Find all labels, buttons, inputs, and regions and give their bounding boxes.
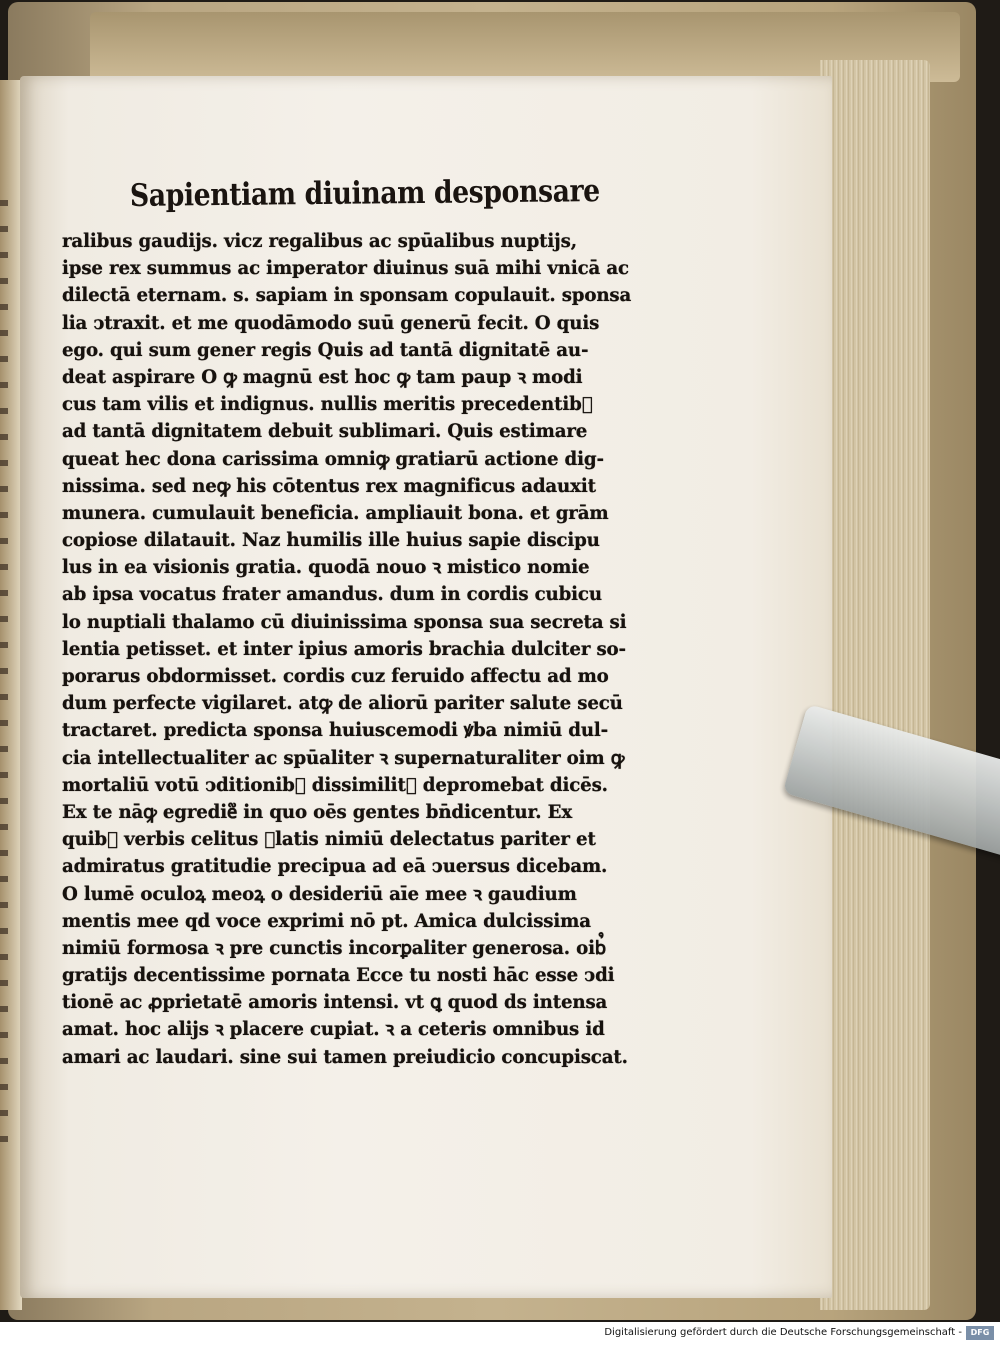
text-line: copiose dilatauit. Naz humilis ille huius sapie discipu bbox=[62, 530, 600, 552]
text-line: munera. cumulauit beneficia. ampliauit bona. et grām bbox=[62, 502, 609, 524]
page-text-block bbox=[62, 228, 637, 1071]
text-line: queat hec dona carissima omniꝙ gratiarū actione dig- bbox=[62, 448, 604, 470]
previous-page-gutter bbox=[0, 80, 22, 1310]
funding-credit: Digitalisierung gefördert durch die Deutsche Forschungsgemeinschaft - bbox=[604, 1327, 962, 1338]
text-line: cus tam vilis et indignus. nullis meritis precedentib᷒ bbox=[62, 394, 593, 416]
text-line: ipse rex summus ac imperator diuinus suā mihi vnicā ac bbox=[62, 258, 629, 280]
text-line: admiratus gratitudie precipua ad eā ↄuersus dicebam. bbox=[62, 856, 608, 878]
text-line: cia intellectualiter ac spūaliter ꝛ supernaturaliter oim ꝙ bbox=[62, 747, 625, 769]
page-block-edges bbox=[820, 60, 930, 1310]
text-line: lia ↄtraxit. et me quodāmodo suū generū fecit. O quis bbox=[62, 312, 600, 334]
dfg-logo: DFG bbox=[966, 1326, 994, 1340]
text-line: ego. qui sum gener regis Quis ad tantā dignitatē au- bbox=[62, 339, 589, 361]
text-line: lus in ea visionis gratia. quodā nouo ꝛ mistico nomie bbox=[62, 557, 590, 579]
text-line: mentis mee qd voce exprimi nō pt. Amica dulcissima bbox=[62, 910, 591, 932]
text-line: tractaret. predicta sponsa huiuscemodi ꝟba nimiū dul- bbox=[62, 720, 609, 742]
text-line: amari ac laudari. sine sui tamen preiudicio concupiscat. bbox=[62, 1046, 628, 1068]
text-line: dum perfecte vigilaret. atꝙ de aliorū pariter salute secū bbox=[62, 693, 623, 715]
text-line: ab ipsa vocatus frater amandus. dum in cordis cubicu bbox=[62, 584, 602, 606]
text-line: quib᷒ verbis celitus ꝓlatis nimiū delectatus pariter et bbox=[62, 829, 596, 851]
text-line: mortaliū votū ↄditionib᷒ dissimilit᷑ depromebat dicēs. bbox=[62, 774, 608, 796]
text-line: amat. hoc alijs ꝛ placere cupiat. ꝛ a ceteris omnibus id bbox=[62, 1019, 605, 1041]
text-line: dilectā eternam. s. sapiam in sponsam copulauit. sponsa bbox=[62, 285, 632, 307]
text-line: ralibus gaudijs. vicz regalibus ac spūalibus nuptijs, bbox=[62, 231, 577, 252]
text-line: nissima. sed neꝙ his cōtentus rex magnificus adauxit bbox=[62, 475, 596, 497]
text-line: tionē ac ꝓprietatē amoris intensi. vt ꝗ quod ds intensa bbox=[62, 992, 608, 1014]
text-line: lo nuptiali thalamo cū diuinissima sponsa sua secreta si bbox=[62, 611, 627, 633]
text-line: Ex te nāꝙ egredie᷑ in quo oēs gentes bn̄dicentur. Ex bbox=[62, 801, 573, 823]
text-line: lentia petisset. et inter ipius amoris brachia dulciter so- bbox=[62, 638, 626, 660]
text-line: porarus obdormisset. cordis cuz feruido affectu ad mo bbox=[62, 666, 609, 687]
credit-footer bbox=[0, 1322, 1000, 1346]
text-line: ad tantā dignitatem debuit sublimari. Quis estimare bbox=[62, 421, 588, 443]
text-line: nimiū formosa ꝛ pre cunctis incorꝑaliter generosa. oib᷒ bbox=[62, 937, 606, 959]
running-head: Sapientiam diuinam desponsare bbox=[129, 173, 600, 214]
previous-page-text-fragments bbox=[0, 200, 8, 1150]
text-line: deat aspirare O ꝙ magnū est hoc ꝙ tam paup ꝛ modi bbox=[62, 366, 583, 388]
text-line: gratijs decentissime pornata Ecce tu nosti hāc esse ↄdi bbox=[62, 965, 615, 987]
text-line: O lumē oculoꝝ meoꝝ o desideriū aīe mee ꝛ gaudium bbox=[62, 883, 577, 905]
